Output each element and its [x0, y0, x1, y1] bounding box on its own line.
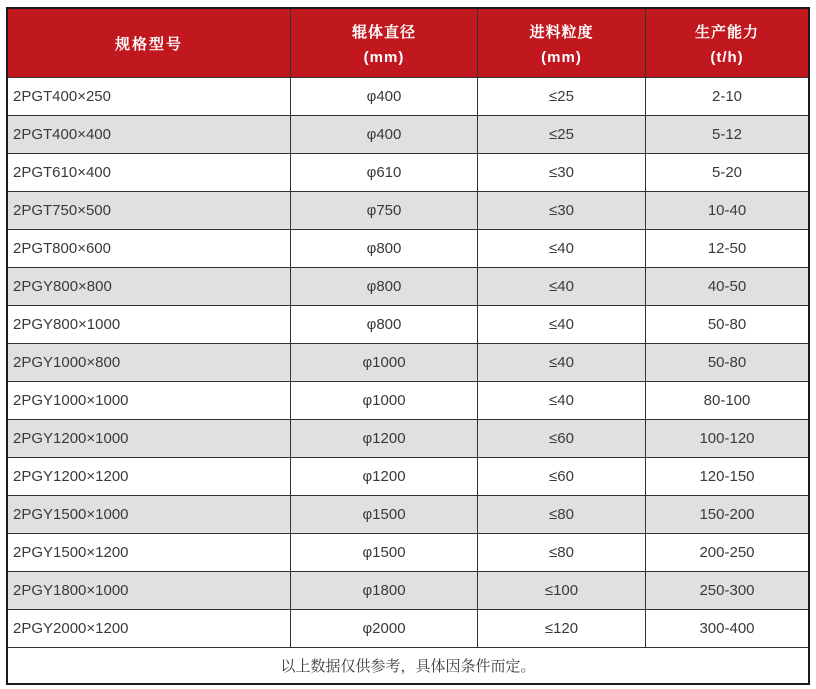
cell-diameter: φ610: [290, 154, 477, 191]
cell-feed: ≤40: [477, 344, 645, 381]
header-diameter-title: 辊体直径: [351, 23, 416, 41]
cell-capacity: 10-40: [645, 192, 808, 229]
cell-model: 2PGT610×400: [13, 164, 111, 181]
cell-feed: ≤120: [477, 610, 645, 647]
cell-feed: ≤100: [477, 572, 645, 609]
table-footnote: 以上数据仅供参考，具体因条件而定。: [8, 647, 808, 683]
cell-diameter: φ1000: [290, 344, 477, 381]
cell-feed: ≤60: [477, 420, 645, 457]
table-row: [8, 609, 808, 647]
table-row: [8, 77, 808, 115]
cell-model: 2PGY1200×1000: [13, 430, 129, 447]
table-row: [8, 381, 808, 419]
cell-capacity: 150-200: [645, 496, 808, 533]
cell-model: 2PGY800×1000: [13, 316, 121, 333]
cell-feed: ≤40: [477, 306, 645, 343]
table-row: [8, 495, 808, 533]
cell-diameter: φ400: [290, 116, 477, 153]
header-model: [8, 9, 290, 77]
header-feed-unit: (mm): [541, 48, 582, 66]
cell-feed: ≤30: [477, 192, 645, 229]
cell-capacity: 50-80: [645, 306, 808, 343]
cell-diameter: φ800: [290, 230, 477, 267]
table-row: [8, 229, 808, 267]
cell-model: 2PGY1500×1000: [13, 506, 129, 523]
cell-model: 2PGY1000×800: [13, 354, 121, 371]
cell-model: 2PGY2000×1200: [13, 620, 129, 637]
cell-capacity: 5-12: [645, 116, 808, 153]
cell-capacity: 200-250: [645, 534, 808, 571]
table-header-row: [8, 9, 808, 77]
cell-diameter: φ400: [290, 78, 477, 115]
cell-diameter: φ1500: [290, 496, 477, 533]
cell-diameter: φ800: [290, 268, 477, 305]
table-row: [8, 267, 808, 305]
cell-feed: ≤40: [477, 230, 645, 267]
cell-capacity: 120-150: [645, 458, 808, 495]
cell-diameter: φ1500: [290, 534, 477, 571]
cell-diameter: φ1800: [290, 572, 477, 609]
cell-feed: ≤40: [477, 382, 645, 419]
cell-feed: ≤30: [477, 154, 645, 191]
spec-table: [6, 7, 810, 685]
cell-feed: ≤60: [477, 458, 645, 495]
header-feed: [477, 9, 645, 77]
cell-model: 2PGT400×400: [13, 126, 111, 143]
table-row: [8, 571, 808, 609]
cell-feed: ≤40: [477, 268, 645, 305]
header-diameter: [290, 9, 477, 77]
cell-diameter: φ2000: [290, 610, 477, 647]
cell-model: 2PGY800×800: [13, 278, 112, 295]
table-row: [8, 343, 808, 381]
header-capacity-unit: (t/h): [710, 48, 744, 66]
table-row: [8, 457, 808, 495]
table-row: [8, 153, 808, 191]
header-model-title: 规格型号: [114, 35, 183, 53]
table-row: [8, 115, 808, 153]
header-feed-title: 进料粒度: [529, 23, 594, 41]
cell-model: 2PGY1500×1200: [13, 544, 129, 561]
cell-capacity: 80-100: [645, 382, 808, 419]
cell-capacity: 12-50: [645, 230, 808, 267]
cell-capacity: 2-10: [645, 78, 808, 115]
table-row: [8, 191, 808, 229]
header-capacity-title: 生产能力: [694, 23, 759, 41]
cell-diameter: φ1200: [290, 458, 477, 495]
cell-diameter: φ750: [290, 192, 477, 229]
cell-diameter: φ1000: [290, 382, 477, 419]
cell-capacity: 100-120: [645, 420, 808, 457]
cell-capacity: 50-80: [645, 344, 808, 381]
cell-model: 2PGY1800×1000: [13, 582, 129, 599]
cell-diameter: φ800: [290, 306, 477, 343]
cell-model: 2PGY1200×1200: [13, 468, 129, 485]
cell-capacity: 40-50: [645, 268, 808, 305]
cell-model: 2PGT400×250: [13, 88, 111, 105]
table-row: [8, 305, 808, 343]
cell-capacity: 250-300: [645, 572, 808, 609]
cell-model: 2PGT800×600: [13, 240, 111, 257]
cell-capacity: 5-20: [645, 154, 808, 191]
cell-feed: ≤80: [477, 496, 645, 533]
cell-diameter: φ1200: [290, 420, 477, 457]
header-capacity: [645, 9, 808, 77]
cell-model: 2PGY1000×1000: [13, 392, 129, 409]
cell-model: 2PGT750×500: [13, 202, 111, 219]
cell-capacity: 300-400: [645, 610, 808, 647]
cell-feed: ≤25: [477, 78, 645, 115]
table-row: [8, 533, 808, 571]
header-diameter-unit: (mm): [363, 48, 405, 66]
cell-feed: ≤25: [477, 116, 645, 153]
cell-feed: ≤80: [477, 534, 645, 571]
table-row: [8, 419, 808, 457]
